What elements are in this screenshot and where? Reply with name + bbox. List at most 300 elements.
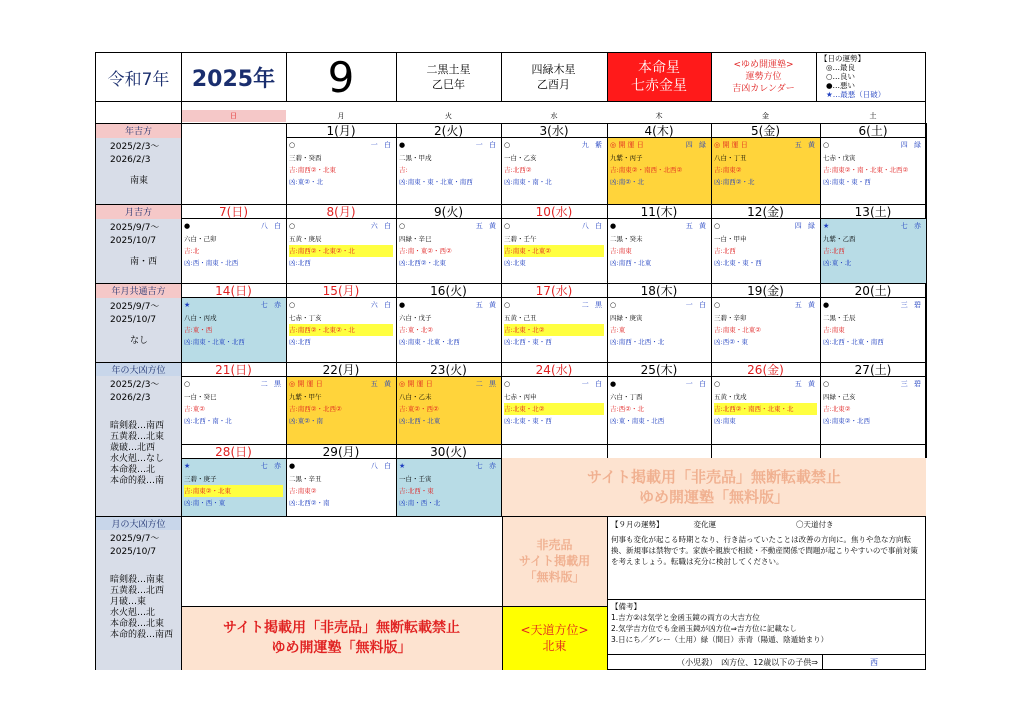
day-mark: ○ <box>610 301 617 309</box>
year-bad-item: 五黄殺…北東 <box>110 432 165 442</box>
year-kanshi: 乙巳年 <box>432 78 465 91</box>
day-star: 七 赤 <box>475 462 498 470</box>
day-good-dir: 吉:北西②・南西・北東・北 <box>714 403 817 415</box>
day-cell <box>286 123 396 204</box>
day-good-dir: 吉:南西②・北東 <box>289 166 337 174</box>
day-good-dir: 吉:東②・西② <box>399 405 439 413</box>
year-label: 2025年 <box>191 66 276 92</box>
day-bad-dir: 凶:東・南東・北西 <box>610 417 665 425</box>
day-star: 一 白 <box>581 380 604 388</box>
brand-box <box>711 55 816 99</box>
day-bad-dir: 凶:北西 <box>289 338 311 346</box>
day-bad-dir: 凶:北東 <box>504 259 526 267</box>
day-star: 一 白 <box>685 301 708 309</box>
day-number: 21(日) <box>181 362 286 377</box>
month-range-start: 2025/9/7〜 <box>110 223 160 233</box>
day-bad-dir: 凶:南西②・北 <box>714 178 755 186</box>
day-star: 七 赤 <box>900 222 923 230</box>
day-cell <box>181 444 286 516</box>
year-bad-box <box>96 376 181 516</box>
weekday-fri: 金 <box>762 112 769 120</box>
day-mark: ★ <box>184 462 191 470</box>
day-star: 八 白 <box>370 462 393 470</box>
legend-title: 【日の運勢】 <box>820 54 865 63</box>
weekday-mon: 月 <box>337 112 345 120</box>
day-fortune <box>501 377 607 444</box>
day-good-dir: 吉:南東②・北東 <box>184 485 283 497</box>
empty-area <box>181 530 502 592</box>
era-label: 令和7年 <box>107 69 170 90</box>
day-fortune <box>607 219 711 283</box>
day-good-dir: 吉:北 <box>184 247 200 255</box>
weekday-sun: 日 <box>181 110 286 122</box>
day-star: 七 赤 <box>260 301 283 309</box>
day-number: 24(水) <box>501 362 607 377</box>
common-range-end: 2025/10/7 <box>110 315 157 325</box>
day-mark: ○ <box>289 141 296 149</box>
day-good-dir: 吉:南西②・北東②・北 <box>289 245 393 257</box>
month-bad-item: 月破…東 <box>110 597 147 607</box>
year-bad-item: 水火剋…なし <box>110 454 165 464</box>
child-label: （小児殺） 凶方位、12歳以下の子供⇒ <box>677 657 818 667</box>
day-bad-dir: 凶:南・西・北 <box>399 499 441 507</box>
day-good-dir: 吉:北東② <box>823 405 851 413</box>
day-cell <box>396 204 501 283</box>
day-kanshi: 三碧・庚子 <box>184 475 217 483</box>
year-bad-start: 2025/2/3〜 <box>110 380 160 390</box>
day-good-dir: 吉:南東・北東② <box>714 326 762 334</box>
month-lucky-dir: 南・西 <box>130 257 158 267</box>
day-cell <box>181 204 286 283</box>
brand-sub2: 吉凶カレンダー <box>732 84 795 94</box>
day-mark: ◎ 開 運 日 <box>289 380 323 388</box>
day-kanshi: 九紫・甲午 <box>289 393 322 401</box>
day-good-dir: 吉:北西 <box>714 247 736 255</box>
fortune-body: 何事も変化が起こる時期となり、行き詰っていたことは改善の方向に。焦りや急な方向転換、新規事は禁物です。家族や親族で相続・不動産関係で問題が起こりやすいので事前対策を考えましょう。転職は充分に検討してください。 <box>611 535 918 566</box>
weekday-row <box>181 110 926 122</box>
brand-name: <ゆめ開運塾> <box>733 60 794 70</box>
day-star: 五 黄 <box>370 380 393 388</box>
day-kanshi: 六白・戊子 <box>399 314 432 322</box>
year-star-name: 二黒土星 <box>426 63 471 76</box>
day-good-dir: 吉:北西 <box>823 247 845 255</box>
day-star: 四 緑 <box>794 222 817 230</box>
day-cell <box>607 362 711 444</box>
day-mark: ● <box>610 222 617 230</box>
day-fortune <box>711 138 820 204</box>
day-cell <box>396 362 501 444</box>
day-mark: ● <box>610 380 617 388</box>
day-number: 22(月) <box>286 362 396 377</box>
day-bad-dir: 凶:北西・南・北 <box>184 417 232 425</box>
day-star: 三 碧 <box>900 380 923 388</box>
fortune-title: 【９月の運勢】 <box>611 520 664 529</box>
day-bad-dir: 凶:北西・北東・南西 <box>823 338 884 346</box>
day-number: 14(日) <box>181 283 286 298</box>
day-mark: ★ <box>399 462 406 470</box>
day-good-dir: 吉:西②・北 <box>610 405 645 413</box>
day-star: 四 緑 <box>685 141 708 149</box>
day-kanshi: 七赤・丁亥 <box>289 314 322 322</box>
day-good-dir: 吉:南西②・北東②・北 <box>289 324 393 336</box>
day-kanshi: 二黒・辛丑 <box>289 475 322 483</box>
day-good-dir: 吉:南東②・南西・北西② <box>610 166 683 174</box>
watermark-mid-line2: サイト掲載用 <box>518 554 591 568</box>
day-fortune <box>820 138 926 204</box>
day-good-dir: 吉:南西②・北西② <box>289 405 342 413</box>
day-number: 11(木) <box>607 204 711 219</box>
day-bad-dir: 凶:南西・北西・北 <box>610 338 665 346</box>
weekday-thu: 木 <box>655 112 663 120</box>
day-number: 17(水) <box>501 283 607 298</box>
day-bad-dir: 凶:南東・北東・北西 <box>184 338 245 346</box>
year-bad-end: 2026/2/3 <box>110 393 151 403</box>
year-bad-item: 歳破…北西 <box>110 443 156 453</box>
day-cell <box>286 362 396 444</box>
tendou-dir: 北東 <box>542 639 567 653</box>
day-star: 五 黄 <box>794 380 817 388</box>
day-kanshi: 五黄・己丑 <box>504 314 537 322</box>
day-kanshi: 七赤・戊寅 <box>823 154 856 162</box>
watermark-bottom <box>181 606 502 670</box>
day-cell <box>820 283 926 362</box>
month-lucky-box <box>96 219 181 283</box>
day-kanshi: 五黄・庚辰 <box>289 235 322 243</box>
day-cell <box>396 123 501 204</box>
day-good-dir: 吉:南東・北東② <box>504 245 604 257</box>
day-number: 1(月) <box>286 123 396 138</box>
day-fortune <box>286 377 396 444</box>
day-bad-dir: 凶:北西 <box>289 259 311 267</box>
day-fortune <box>396 138 501 204</box>
day-star: 一 白 <box>475 141 498 149</box>
day-number: 15(月) <box>286 283 396 298</box>
day-mark: ● <box>184 222 191 230</box>
honmei-star: 七赤金星 <box>631 78 687 94</box>
day-number: 28(日) <box>181 444 286 459</box>
notes-line: 2.気学吉方位でも金函玉鏡が凶方位⇒吉方位に記載なし <box>611 624 797 633</box>
day-number: 20(土) <box>820 283 926 298</box>
day-bad-dir: 凶:南東②・北西 <box>823 417 871 425</box>
day-cell <box>286 283 396 362</box>
common-lucky-label: 年月共通吉方 <box>96 283 181 298</box>
day-star: 二 黒 <box>475 380 498 388</box>
day-mark: ○ <box>714 222 721 230</box>
notes-line: 3.日にち／グレー（土用）緑（間日）赤青（陽遁、陰遁始まり） <box>611 635 829 644</box>
day-star: 五 黄 <box>794 301 817 309</box>
day-kanshi: 二黒・壬辰 <box>823 314 856 322</box>
day-cell <box>501 362 607 444</box>
day-mark: ○ <box>184 380 191 388</box>
month-lucky-label: 月吉方 <box>96 204 181 219</box>
day-cell <box>820 123 926 204</box>
month-bad-item: 水火剋…北 <box>110 608 156 618</box>
day-number: 26(金) <box>711 362 820 377</box>
day-fortune <box>181 459 286 516</box>
day-bad-dir: 凶:南西・北東 <box>610 259 652 267</box>
day-star: 二 黒 <box>581 301 604 309</box>
day-cell <box>820 362 926 444</box>
day-good-dir: 吉:東 <box>610 326 626 334</box>
day-fortune <box>711 298 820 362</box>
day-cell <box>286 444 396 516</box>
day-fortune <box>820 298 926 362</box>
day-kanshi: 一白・癸巳 <box>184 393 217 401</box>
day-star: 五 黄 <box>475 222 498 230</box>
day-star: 三 碧 <box>900 301 923 309</box>
day-mark: ○ <box>714 380 721 388</box>
day-fortune <box>181 219 286 283</box>
day-number: 29(月) <box>286 444 396 459</box>
day-bad-dir: 凶:南・西・東 <box>184 499 226 507</box>
day-fortune <box>286 138 396 204</box>
tendou-box <box>502 606 607 670</box>
day-mark: ○ <box>504 301 511 309</box>
watermark-mid <box>502 516 607 606</box>
day-kanshi: 三碧・癸酉 <box>289 154 322 162</box>
day-fortune <box>607 138 711 204</box>
year-bad-item: 本命殺…北 <box>110 465 156 475</box>
notes <box>608 601 924 651</box>
day-mark: ◎ 開 運 日 <box>399 380 433 388</box>
day-cell <box>711 123 820 204</box>
watermark-bottom-line2: ゆめ開運塾「無料版」 <box>271 640 412 656</box>
month-star <box>501 57 606 97</box>
day-number: 9(火) <box>396 204 501 219</box>
day-number: 7(日) <box>181 204 286 219</box>
calendar <box>95 52 926 670</box>
day-fortune <box>820 219 926 283</box>
day-mark: ● <box>399 141 406 149</box>
day-number: 23(火) <box>396 362 501 377</box>
day-mark: ◎ 開 運 日 <box>610 141 644 149</box>
month-bad-box <box>96 530 181 670</box>
fortune-phrase1: 変化運 <box>693 520 716 529</box>
day-good-dir: 吉:南東 <box>823 326 845 334</box>
day-kanshi: 一白・壬寅 <box>399 475 432 483</box>
day-cell <box>711 283 820 362</box>
day-star: 八 白 <box>581 222 604 230</box>
weekday-wed: 水 <box>550 112 558 120</box>
day-fortune <box>181 377 286 444</box>
day-fortune <box>396 459 501 516</box>
day-fortune <box>607 298 711 362</box>
day-number: 18(木) <box>607 283 711 298</box>
day-bad-dir: 凶:北東・東・西 <box>714 259 762 267</box>
day-kanshi: 二黒・癸未 <box>610 235 643 243</box>
month-star-name: 四緑木星 <box>531 63 576 76</box>
watermark-mid-line3: 「無料版」 <box>524 570 585 584</box>
day-number: 5(金) <box>711 123 820 138</box>
notes-line: 1.吉方②は気学と金函玉鏡の両方の大吉方位 <box>611 613 760 622</box>
day-number: 19(金) <box>711 283 820 298</box>
month-bad-end: 2025/10/7 <box>110 547 157 557</box>
day-kanshi: 八白・丙戌 <box>184 314 217 322</box>
year-lucky-dir: 南東 <box>130 176 149 186</box>
day-cell <box>396 444 501 516</box>
month-kanshi: 乙酉月 <box>537 78 570 91</box>
day-fortune <box>181 298 286 362</box>
day-cell <box>501 204 607 283</box>
day-fortune <box>396 377 501 444</box>
day-star: 四 緑 <box>900 141 923 149</box>
brand-sub1: 運勢方位 <box>745 72 782 82</box>
weekday-sat: 土 <box>869 112 877 120</box>
day-star: 七 赤 <box>260 462 283 470</box>
honmei-box <box>607 53 711 101</box>
day-good-dir: 吉:東② <box>184 405 206 413</box>
month-bad-item: 五黄殺…北西 <box>110 586 165 596</box>
weekday-tue: 火 <box>445 112 452 120</box>
day-cell <box>711 362 820 444</box>
day-cell <box>181 362 286 444</box>
day-mark: ● <box>823 301 830 309</box>
day-cell <box>607 123 711 204</box>
month-range-end: 2025/10/7 <box>110 236 157 246</box>
day-mark: ○ <box>823 380 830 388</box>
month-bad-item: 本命的殺…南西 <box>110 630 174 640</box>
month-bad-start: 2025/9/7〜 <box>110 534 160 544</box>
year-lucky-box <box>96 138 181 204</box>
day-star: 五 黄 <box>475 301 498 309</box>
year-bad-label: 年の大凶方位 <box>96 362 181 376</box>
day-fortune <box>607 377 711 444</box>
watermark-bottom-line1: サイト掲載用「非売品」無断転載禁止 <box>222 620 461 636</box>
common-range-start: 2025/9/7〜 <box>110 302 160 312</box>
year-range-start: 2025/2/3〜 <box>110 142 160 152</box>
year-star <box>396 57 501 97</box>
day-kanshi: 九紫・乙酉 <box>823 235 856 243</box>
day-cell <box>181 283 286 362</box>
day-star: 一 白 <box>370 141 393 149</box>
day-mark: ○ <box>823 141 830 149</box>
day-fortune <box>286 219 396 283</box>
day-kanshi: 八白・乙未 <box>399 393 432 401</box>
day-fortune <box>501 138 607 204</box>
monthly-fortune <box>608 519 924 597</box>
day-number: 6(土) <box>820 123 926 138</box>
day-cell <box>820 204 926 283</box>
day-kanshi: 六白・丁酉 <box>610 393 643 401</box>
day-mark: ○ <box>504 141 511 149</box>
notes-title: 【備考】 <box>611 602 641 611</box>
day-kanshi: 九紫・丙子 <box>610 154 643 162</box>
day-good-dir: 吉:北西② <box>504 166 532 174</box>
watermark-mid-line1: 非売品 <box>536 538 573 552</box>
day-kanshi: 三碧・壬午 <box>504 235 537 243</box>
day-mark: ◎ 開 運 日 <box>714 141 748 149</box>
day-good-dir: 吉:南東② <box>714 166 742 174</box>
day-mark: ● <box>289 462 296 470</box>
day-fortune <box>501 298 607 362</box>
day-mark: ○ <box>714 301 721 309</box>
day-mark: ○ <box>289 301 296 309</box>
day-good-dir: 吉:北東・北② <box>504 324 604 336</box>
day-number: 25(木) <box>607 362 711 377</box>
day-mark: ○ <box>399 222 406 230</box>
honmei-label: 本命星 <box>638 60 680 76</box>
day-bad-dir: 凶:南東・北東・北西 <box>399 338 460 346</box>
day-star: 八 白 <box>260 222 283 230</box>
day-number: 8(月) <box>286 204 396 219</box>
day-kanshi: 五黄・戊戌 <box>714 393 747 401</box>
month-bad-label: 月の大凶方位 <box>96 516 181 530</box>
day-mark: ★ <box>823 222 830 230</box>
year-bad-item: 本命的殺…南 <box>110 476 165 486</box>
day-bad-dir: 凶:南東 <box>714 417 736 425</box>
day-number: 30(火) <box>396 444 501 459</box>
child-dir: 西 <box>870 657 878 667</box>
day-number: 10(水) <box>501 204 607 219</box>
day-bad-dir: 凶:北東・東・西 <box>504 417 552 425</box>
day-kanshi: 二黒・甲戌 <box>399 154 432 162</box>
day-bad-dir: 凶:西②・東 <box>714 338 749 346</box>
day-fortune <box>396 298 501 362</box>
year-lucky-label: 年吉方 <box>96 123 181 138</box>
day-cell <box>396 283 501 362</box>
day-bad-dir: 凶:北西②・北東 <box>399 259 447 267</box>
day-mark: ○ <box>504 380 511 388</box>
day-fortune <box>501 219 607 283</box>
day-star: 五 黄 <box>794 141 817 149</box>
day-mark: ● <box>399 301 406 309</box>
common-lucky-dir: なし <box>130 336 149 346</box>
day-star: 一 白 <box>685 380 708 388</box>
day-good-dir: 吉:南東② <box>289 487 317 495</box>
day-mark: ○ <box>504 222 511 230</box>
day-good-dir: 吉:北西・東 <box>399 487 434 495</box>
day-good-dir: 吉:南東 <box>610 247 632 255</box>
legend-bad: ●…悪い <box>826 81 856 90</box>
day-number: 13(土) <box>820 204 926 219</box>
legend-best: ◎…最良 <box>826 63 856 72</box>
day-bad-dir: 凶:北西②・南 <box>289 499 330 507</box>
day-bad-dir: 凶:東②・北 <box>289 178 324 186</box>
day-fortune <box>286 459 396 516</box>
day-star: 五 黄 <box>685 222 708 230</box>
day-cell <box>286 204 396 283</box>
day-kanshi: 一白・乙亥 <box>504 154 537 162</box>
day-cell <box>711 204 820 283</box>
fortune-phrase2: 〇天道付き <box>796 520 834 529</box>
legend-worst: ★…最悪（日破） <box>826 90 886 99</box>
day-star: 九 紫 <box>581 141 604 149</box>
month-number: 9 <box>327 52 355 102</box>
day-mark: ○ <box>289 222 296 230</box>
day-number: 2(火) <box>396 123 501 138</box>
day-bad-dir: 凶:南東・東・西 <box>823 178 871 186</box>
day-kanshi: 八白・丁丑 <box>714 154 747 162</box>
day-number: 3(水) <box>501 123 607 138</box>
day-bad-dir: 凶:東・北 <box>823 259 852 267</box>
day-number: 16(火) <box>396 283 501 298</box>
day-star: 六 白 <box>370 301 393 309</box>
day-fortune <box>711 377 820 444</box>
day-good-dir: 吉:南・東②・西② <box>399 247 452 255</box>
day-fortune <box>820 377 926 444</box>
day-fortune <box>711 219 820 283</box>
day-cell <box>501 123 607 204</box>
day-bad-dir: 凶:北西・北東 <box>399 417 441 425</box>
day-grid <box>181 123 926 509</box>
day-kanshi: 七赤・丙申 <box>504 393 537 401</box>
day-star: 六 白 <box>370 222 393 230</box>
watermark-right <box>502 458 926 516</box>
day-mark: ★ <box>184 301 191 309</box>
year-range-end: 2026/2/3 <box>110 155 151 165</box>
day-good-dir: 吉:東・西 <box>184 326 213 334</box>
day-good-dir: 吉:東・北② <box>399 326 434 334</box>
